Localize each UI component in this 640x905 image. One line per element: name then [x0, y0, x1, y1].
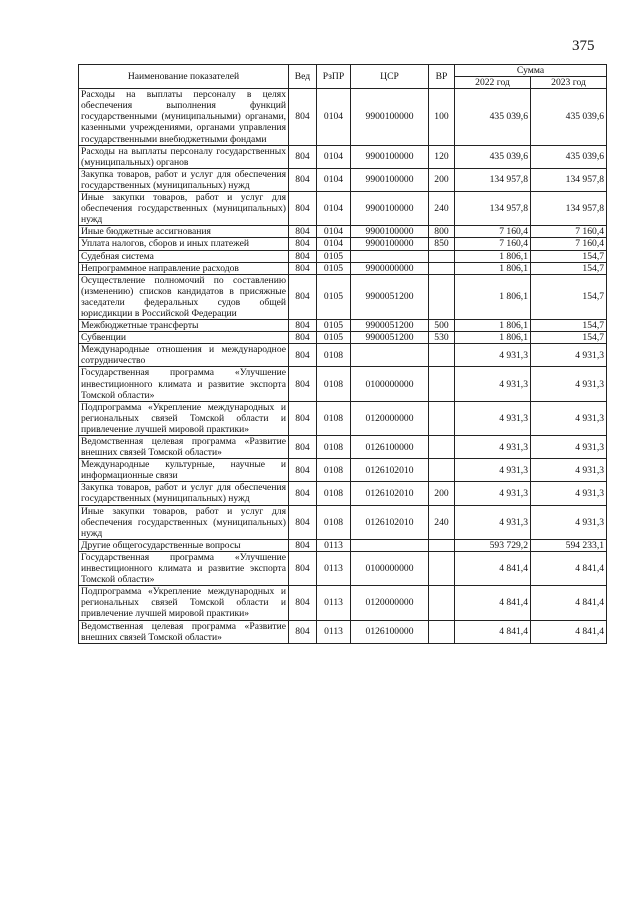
header-csr: ЦСР [351, 65, 429, 89]
cell-vr [429, 367, 455, 401]
cell-2023: 154,7 [531, 320, 607, 332]
cell-name: Расходы на выплаты персоналу государственных (муниципальных) органов [79, 145, 289, 168]
cell-2022: 4 931,3 [455, 401, 531, 435]
cell-rzpr: 0104 [317, 89, 351, 145]
table-row [79, 344, 607, 367]
table-row [79, 505, 607, 539]
cell-2022: 134 957,8 [455, 168, 531, 191]
cell-2022: 4 841,4 [455, 620, 531, 643]
table-row [79, 274, 607, 319]
cell-csr: 9900100000 [351, 226, 429, 238]
cell-vr [429, 551, 455, 585]
header-name: Наименование показателей [79, 65, 289, 89]
cell-name: Ведомственная целевая программа «Развитие внешних связей Томской области» [79, 436, 289, 459]
cell-vr [429, 250, 455, 262]
cell-2023: 4 931,3 [531, 401, 607, 435]
cell-rzpr: 0104 [317, 238, 351, 250]
cell-2023: 4 841,4 [531, 620, 607, 643]
cell-rzpr: 0105 [317, 274, 351, 319]
cell-2023: 435 039,6 [531, 89, 607, 145]
cell-2022: 4 931,3 [455, 459, 531, 482]
cell-2022: 435 039,6 [455, 89, 531, 145]
cell-rzpr: 0104 [317, 145, 351, 168]
cell-2022: 1 806,1 [455, 320, 531, 332]
cell-ved: 804 [289, 459, 317, 482]
cell-vr [429, 436, 455, 459]
cell-vr [429, 274, 455, 319]
cell-vr [429, 344, 455, 367]
cell-name: Ведомственная целевая программа «Развитие внешних связей Томской области» [79, 620, 289, 643]
cell-name: Иные закупки товаров, работ и услуг для обеспечения государственных (муниципальных) нужд [79, 192, 289, 226]
cell-2022: 593 729,2 [455, 539, 531, 551]
cell-2022: 1 806,1 [455, 262, 531, 274]
cell-rzpr: 0104 [317, 192, 351, 226]
cell-csr: 0120000000 [351, 586, 429, 620]
cell-vr: 800 [429, 226, 455, 238]
cell-ved: 804 [289, 192, 317, 226]
cell-name: Государственная программа «Улучшение инвестиционного климата и развитие экспорта Томской области» [79, 551, 289, 585]
cell-csr: 0126102010 [351, 505, 429, 539]
cell-rzpr: 0105 [317, 250, 351, 262]
cell-2022: 435 039,6 [455, 145, 531, 168]
cell-ved: 804 [289, 505, 317, 539]
cell-2022: 4 931,3 [455, 505, 531, 539]
table-body [79, 89, 607, 644]
cell-name: Иные бюджетные ассигнования [79, 226, 289, 238]
cell-vr [429, 620, 455, 643]
cell-2022: 4 931,3 [455, 482, 531, 505]
cell-name: Расходы на выплаты персоналу в целях обеспечения выполнения функций государственными (муниципальными) органами, казенными учреждениями, органами управления государственными внебюджетными фондами [79, 89, 289, 145]
cell-rzpr: 0108 [317, 401, 351, 435]
cell-vr: 100 [429, 89, 455, 145]
table-row [79, 192, 607, 226]
cell-name: Другие общегосударственные вопросы [79, 539, 289, 551]
cell-2022: 1 806,1 [455, 274, 531, 319]
cell-2022: 7 160,4 [455, 226, 531, 238]
cell-csr: 9900051200 [351, 332, 429, 344]
cell-csr: 0126102010 [351, 482, 429, 505]
cell-ved: 804 [289, 320, 317, 332]
cell-csr: 0100000000 [351, 367, 429, 401]
cell-2023: 594 233,1 [531, 539, 607, 551]
cell-csr: 9900100000 [351, 192, 429, 226]
cell-csr: 9900100000 [351, 89, 429, 145]
table-row [79, 332, 607, 344]
table-row [79, 620, 607, 643]
cell-rzpr: 0113 [317, 551, 351, 585]
cell-2023: 4 931,3 [531, 436, 607, 459]
table-row [79, 145, 607, 168]
table-row [79, 401, 607, 435]
cell-name: Судебная система [79, 250, 289, 262]
cell-vr: 240 [429, 192, 455, 226]
cell-csr [351, 250, 429, 262]
cell-2023: 4 931,3 [531, 344, 607, 367]
cell-csr: 0126100000 [351, 620, 429, 643]
table-row [79, 482, 607, 505]
cell-csr: 0120000000 [351, 401, 429, 435]
table-row [79, 238, 607, 250]
cell-ved: 804 [289, 238, 317, 250]
cell-2022: 1 806,1 [455, 332, 531, 344]
cell-csr [351, 344, 429, 367]
cell-name: Субвенции [79, 332, 289, 344]
cell-ved: 804 [289, 539, 317, 551]
cell-rzpr: 0113 [317, 539, 351, 551]
cell-csr: 0126102010 [351, 459, 429, 482]
cell-vr: 240 [429, 505, 455, 539]
header-year-2023: 2023 год [531, 77, 607, 89]
cell-2022: 4 931,3 [455, 344, 531, 367]
cell-rzpr: 0105 [317, 320, 351, 332]
table-row [79, 436, 607, 459]
cell-ved: 804 [289, 226, 317, 238]
cell-2023: 134 957,8 [531, 192, 607, 226]
cell-rzpr: 0108 [317, 482, 351, 505]
cell-name: Закупка товаров, работ и услуг для обеспечения государственных (муниципальных) нужд [79, 482, 289, 505]
cell-rzpr: 0105 [317, 332, 351, 344]
cell-2022: 134 957,8 [455, 192, 531, 226]
cell-vr: 200 [429, 168, 455, 191]
cell-rzpr: 0108 [317, 436, 351, 459]
cell-2023: 154,7 [531, 262, 607, 274]
cell-2023: 4 841,4 [531, 551, 607, 585]
table-row [79, 367, 607, 401]
table-header [79, 65, 607, 89]
cell-rzpr: 0113 [317, 620, 351, 643]
cell-2023: 4 931,3 [531, 459, 607, 482]
cell-ved: 804 [289, 482, 317, 505]
cell-2022: 4 841,4 [455, 551, 531, 585]
cell-rzpr: 0108 [317, 505, 351, 539]
header-vr: ВР [429, 65, 455, 89]
cell-name: Непрограммное направление расходов [79, 262, 289, 274]
cell-name: Межбюджетные трансферты [79, 320, 289, 332]
table-row [79, 226, 607, 238]
cell-ved: 804 [289, 344, 317, 367]
cell-vr [429, 401, 455, 435]
cell-csr: 9900051200 [351, 320, 429, 332]
cell-ved: 804 [289, 620, 317, 643]
cell-csr: 9900100000 [351, 168, 429, 191]
cell-2023: 4 931,3 [531, 505, 607, 539]
table-row [79, 459, 607, 482]
header-ved: Вед [289, 65, 317, 89]
table-row [79, 262, 607, 274]
cell-csr [351, 539, 429, 551]
cell-ved: 804 [289, 367, 317, 401]
cell-name: Уплата налогов, сборов и иных платежей [79, 238, 289, 250]
cell-vr [429, 262, 455, 274]
table-row [79, 168, 607, 191]
cell-vr: 850 [429, 238, 455, 250]
cell-name: Закупка товаров, работ и услуг для обеспечения государственных (муниципальных) нужд [79, 168, 289, 191]
cell-ved: 804 [289, 332, 317, 344]
cell-ved: 804 [289, 262, 317, 274]
cell-2023: 4 931,3 [531, 367, 607, 401]
cell-2022: 7 160,4 [455, 238, 531, 250]
table-row [79, 551, 607, 585]
cell-2023: 154,7 [531, 274, 607, 319]
cell-vr [429, 539, 455, 551]
page-number: 375 [572, 38, 595, 54]
cell-csr: 0100000000 [351, 551, 429, 585]
cell-2023: 134 957,8 [531, 168, 607, 191]
cell-2023: 4 931,3 [531, 482, 607, 505]
table-row [79, 250, 607, 262]
table-row [79, 539, 607, 551]
cell-name: Международные культурные, научные и информационные связи [79, 459, 289, 482]
cell-ved: 804 [289, 145, 317, 168]
cell-ved: 804 [289, 274, 317, 319]
cell-vr: 530 [429, 332, 455, 344]
cell-ved: 804 [289, 436, 317, 459]
cell-csr: 9900100000 [351, 145, 429, 168]
cell-csr: 9900051200 [351, 274, 429, 319]
cell-ved: 804 [289, 89, 317, 145]
cell-csr: 9900000000 [351, 262, 429, 274]
cell-ved: 804 [289, 401, 317, 435]
cell-ved: 804 [289, 586, 317, 620]
cell-name: Международные отношения и международное сотрудничество [79, 344, 289, 367]
cell-rzpr: 0108 [317, 344, 351, 367]
cell-ved: 804 [289, 250, 317, 262]
cell-2022: 4 931,3 [455, 367, 531, 401]
cell-vr: 200 [429, 482, 455, 505]
cell-2023: 7 160,4 [531, 226, 607, 238]
cell-2023: 4 841,4 [531, 586, 607, 620]
cell-rzpr: 0108 [317, 367, 351, 401]
cell-rzpr: 0105 [317, 262, 351, 274]
budget-table [78, 64, 607, 644]
cell-csr: 9900100000 [351, 238, 429, 250]
cell-2022: 4 841,4 [455, 586, 531, 620]
cell-vr: 120 [429, 145, 455, 168]
header-sum: Сумма [455, 65, 607, 77]
cell-2023: 7 160,4 [531, 238, 607, 250]
cell-rzpr: 0108 [317, 459, 351, 482]
table-row [79, 320, 607, 332]
cell-vr [429, 586, 455, 620]
header-year-2022: 2022 год [455, 77, 531, 89]
cell-name: Иные закупки товаров, работ и услуг для обеспечения государственных (муниципальных) нужд [79, 505, 289, 539]
cell-name: Государственная программа «Улучшение инвестиционного климата и развитие экспорта Томской области» [79, 367, 289, 401]
table-row [79, 586, 607, 620]
cell-rzpr: 0104 [317, 168, 351, 191]
cell-rzpr: 0104 [317, 226, 351, 238]
table-row [79, 89, 607, 145]
cell-vr [429, 459, 455, 482]
cell-ved: 804 [289, 168, 317, 191]
cell-csr: 0126100000 [351, 436, 429, 459]
cell-2023: 435 039,6 [531, 145, 607, 168]
cell-name: Осуществление полномочий по составлению (изменению) списков кандидатов в присяжные заседатели федеральных судов общей юрисдикции в Российской Федерации [79, 274, 289, 319]
cell-2023: 154,7 [531, 250, 607, 262]
cell-rzpr: 0113 [317, 586, 351, 620]
cell-ved: 804 [289, 551, 317, 585]
cell-name: Подпрограмма «Укрепление международных и региональных связей Томской области и привлечение лучшей мировой практики» [79, 401, 289, 435]
cell-vr: 500 [429, 320, 455, 332]
cell-2022: 4 931,3 [455, 436, 531, 459]
cell-2022: 1 806,1 [455, 250, 531, 262]
cell-name: Подпрограмма «Укрепление международных и региональных связей Томской области и привлечение лучшей мировой практики» [79, 586, 289, 620]
header-rzpr: РзПР [317, 65, 351, 89]
cell-2023: 154,7 [531, 332, 607, 344]
